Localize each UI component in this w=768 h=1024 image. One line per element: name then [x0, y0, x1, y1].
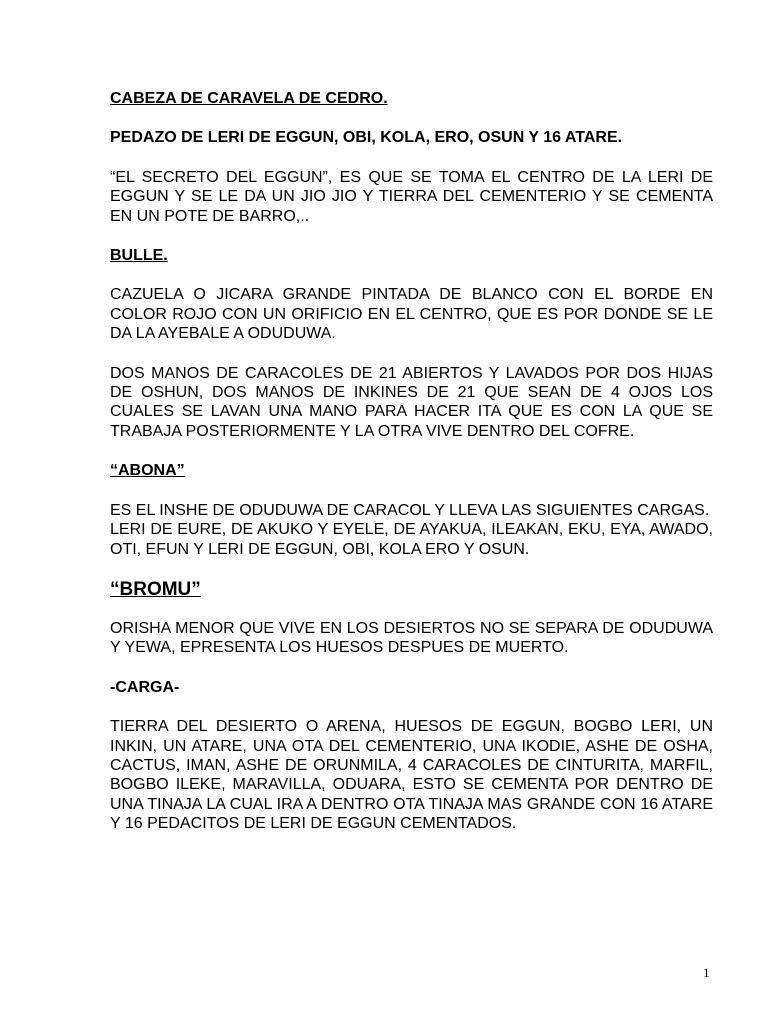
- paragraph-carga: TIERRA DEL DESIERTO O ARENA, HUESOS DE EGGUN, BOGBO LERI, UN INKIN, UN ATARE, UNA OTA DEL CEMENTERIO, UNA IKODIE, ASHE DE OSHA, CACTUS, IMAN, ASHE DE ORUNMILA, 4 CARACOLES DE CINTURITA, MARFIL, BOGBO ILEKE, MARAVILLA, ODUARA, ESTO SE CEMENTA POR DENTRO DE UNA TINAJA LA CUAL IRA A DENTRO OTA TINAJA MAS GRANDE CON 16 ATARE Y 16 PEDACITOS DE LERI DE EGGUN CEMENTADOS.: [110, 718, 713, 833]
- paragraph-bulle-1: CAZUELA O JICARA GRANDE PINTADA DE BLANCO CON EL BORDE EN COLOR ROJO CON UN ORIFICIO EN EL CENTRO, QUE ES POR DONDE SE LE DA LA AYEBALE A ODUDUWA.: [110, 286, 713, 343]
- paragraph-bromu: ORISHA MENOR QUE VIVE EN LOS DESIERTOS NO SE SEPARA DE ODUDUWA Y YEWA, EPRESENTA LOS HUESOS DESPUES DE MUERTO.: [110, 619, 713, 657]
- paragraph-secreto: “EL SECRETO DEL EGGUN”, ES QUE SE TOMA EL CENTRO DE LA LERI DE EGGUN Y SE LE DA UN JIO JIO Y TIERRA DEL CEMENTERIO Y SE CEMENTA EN UN POTE DE BARRO,..: [110, 168, 713, 225]
- paragraph-abona-2: LERI DE EURE, DE AKUKO Y EYELE, DE AYAKUA, ILEAKAN, EKU, EYA, AWADO, OTI, EFUN Y LERI DE EGGUN, OBI, KOLA ERO Y OSUN.: [110, 521, 713, 558]
- line-pedazo: PEDAZO DE LERI DE EGGUN, OBI, KOLA, ERO, OSUN Y 16 ATARE.: [110, 129, 623, 147]
- heading-cabeza: CABEZA DE CARAVELA DE CEDRO.: [110, 90, 388, 107]
- page-number: 1: [703, 965, 710, 980]
- heading-carga: -CARGA-: [110, 678, 180, 696]
- paragraph-abona-1: ES EL INSHE DE ODUDUWA DE CARACOL Y LLEVA LAS SIGUIENTES CARGAS.: [110, 501, 710, 519]
- paragraph-bulle-2: DOS MANOS DE CARACOLES DE 21 ABIERTOS Y LAVADOS POR DOS HIJAS DE OSHUN, DOS MANOS DE INKINES DE 21 QUE SEAN DE 4 OJOS LOS CUALES SE LAVAN UNA MANO PARA HACER ITA QUE ES CON LA QUE SE TRABAJA POSTERIORMENTE Y LA OTRA VIVE DENTRO DEL COFRE.: [110, 364, 713, 440]
- heading-bulle: BULLE.: [110, 247, 168, 265]
- document-body: [110, 89, 713, 854]
- heading-bromu: “BROMU”: [110, 578, 201, 600]
- heading-abona: “ABONA”: [110, 462, 185, 480]
